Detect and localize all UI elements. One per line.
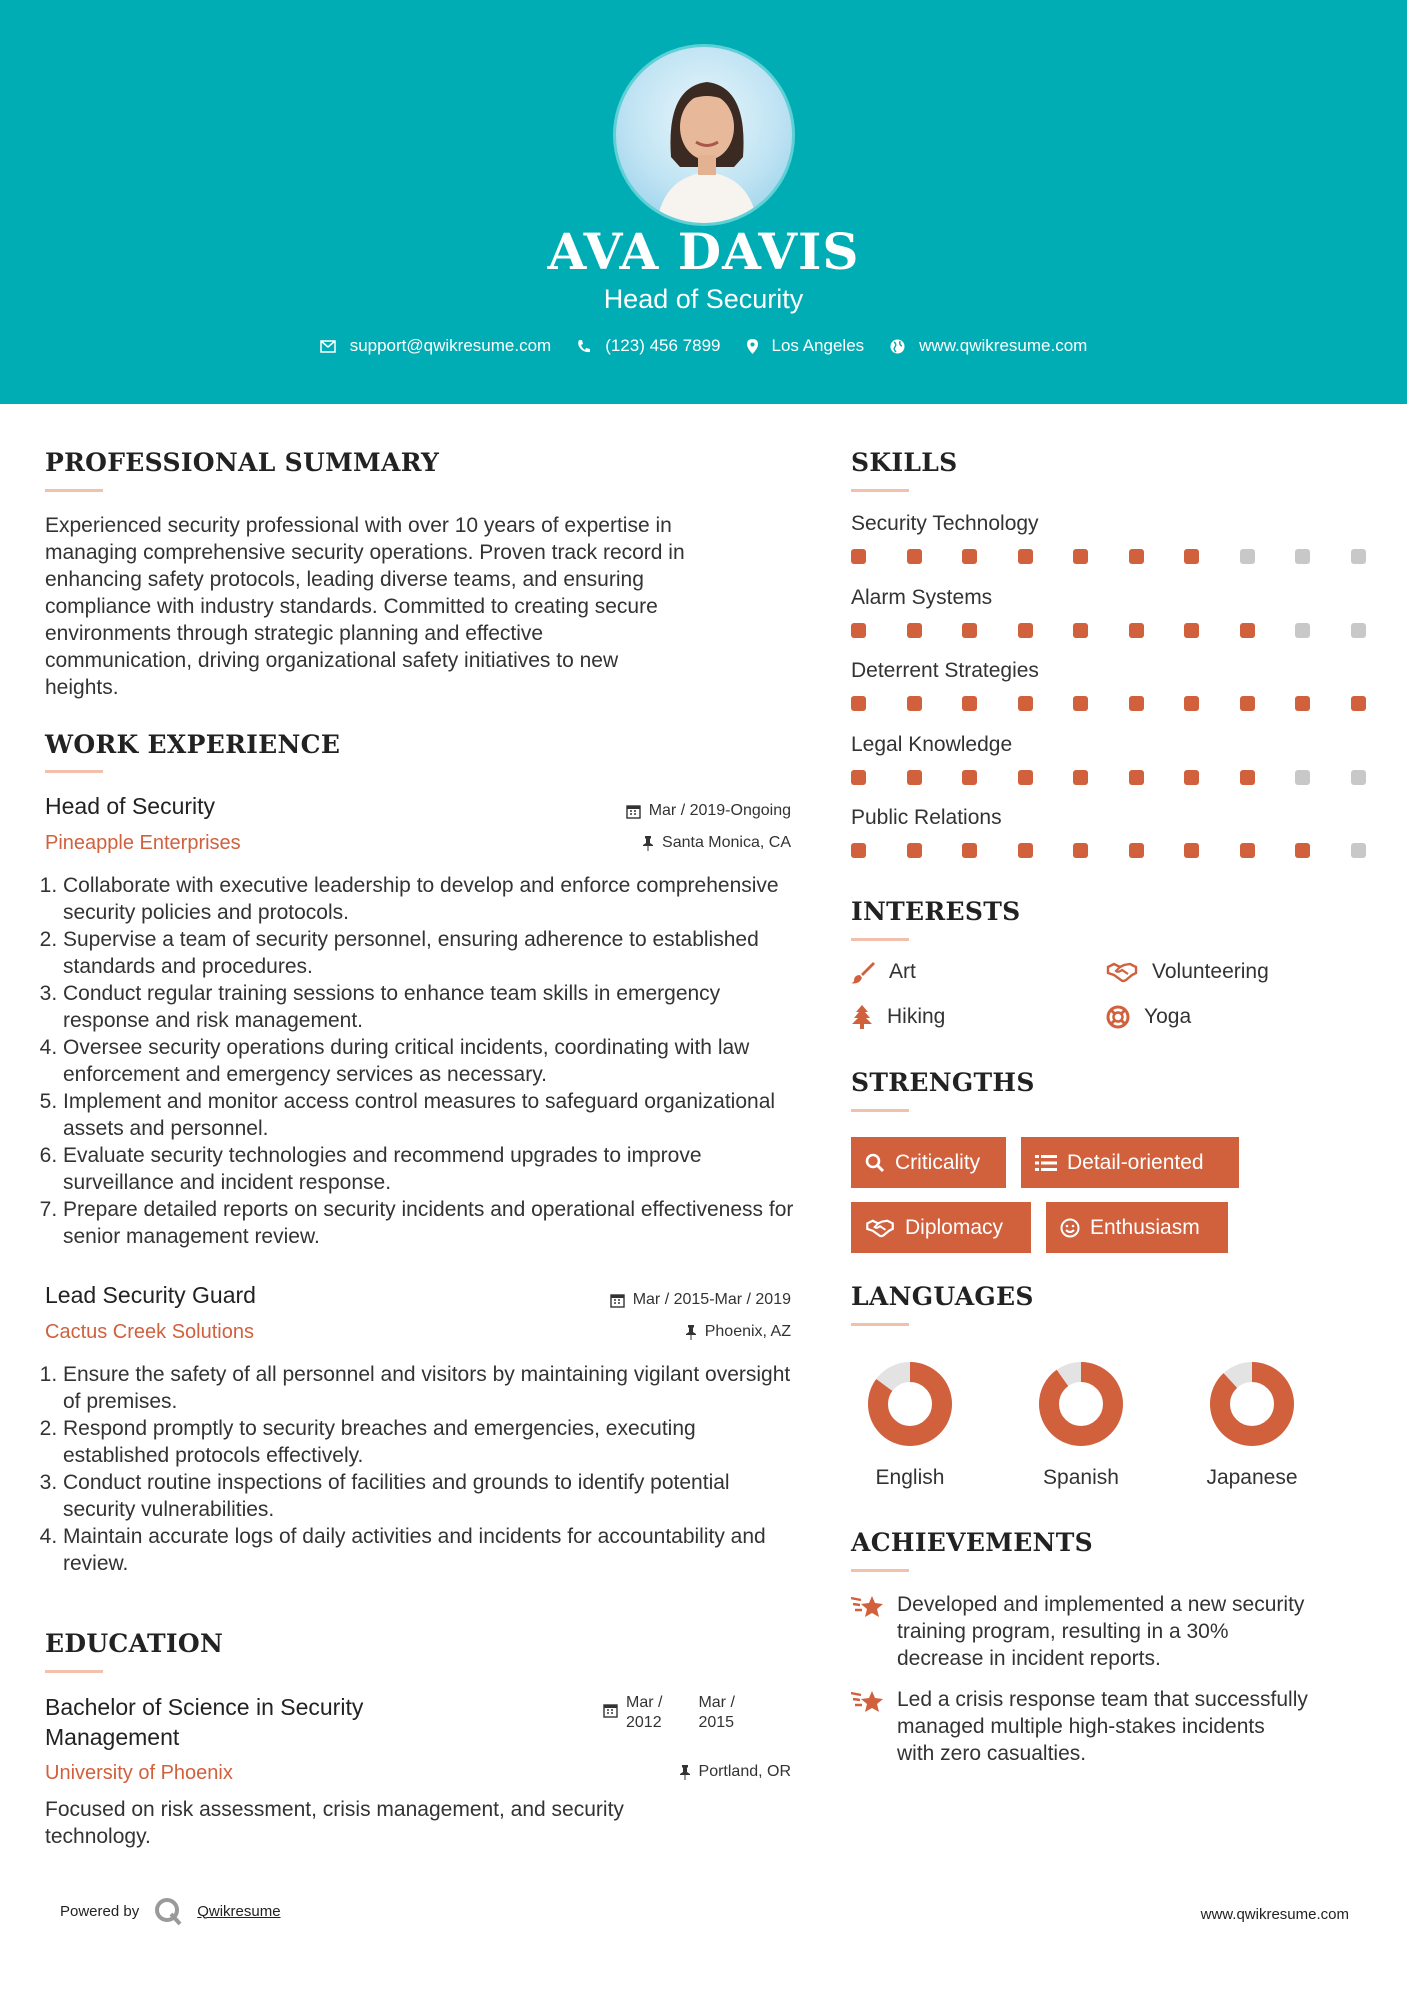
education-location: [679, 1763, 791, 1781]
education-underline: [45, 1670, 103, 1673]
job-location-text: Santa Monica, CA: [662, 834, 791, 851]
company-2: Cactus Creek Solutions: [45, 1321, 254, 1343]
globe-icon: [890, 339, 905, 354]
duty-item: 2. Respond promptly to security breaches and emergencies, executing established protocols effectively.: [63, 1415, 805, 1469]
strength-label: Criticality: [895, 1150, 981, 1174]
duty-item: 4. Maintain accurate logs of daily activities and incidents for accountability and review.: [63, 1523, 805, 1577]
education-heading: EDUCATION: [45, 1629, 224, 1658]
job-location-text: Phoenix, AZ: [704, 1323, 791, 1340]
skill-dot-filled: [851, 623, 866, 638]
interest-label: Yoga: [1144, 1005, 1192, 1028]
strength-enthusiasm: [1046, 1202, 1228, 1253]
duty-item: 3. Conduct routine inspections of facilities and grounds to identify potential security vulnerabilities.: [63, 1469, 805, 1523]
degree-line: Management: [45, 1724, 180, 1750]
summary-line: managing comprehensive security operations. Proven track record in: [45, 541, 685, 564]
avatar: [613, 44, 795, 226]
interests-heading: INTERESTS: [851, 897, 1021, 926]
skill-dot-filled: [851, 843, 866, 858]
education-description: [45, 1796, 805, 1850]
skill-rating: [851, 623, 1406, 638]
skill-dot-filled: [907, 770, 922, 785]
skill-dot-filled: [1073, 623, 1088, 638]
skill-dot-filled: [962, 549, 977, 564]
achievement-item-1: [851, 1591, 1304, 1672]
duty-item: 1. Collaborate with executive leadership to develop and enforce comprehensive security policies and protocols.: [63, 872, 805, 926]
skill-dot-filled: [1073, 770, 1088, 785]
skill-dot-filled: [962, 623, 977, 638]
footer-powered-by: [60, 1896, 281, 1926]
paintbrush-icon: [851, 960, 875, 984]
envelope-icon: [320, 340, 336, 353]
end-year: 2015: [698, 1714, 735, 1731]
skill-dot-filled: [1184, 623, 1199, 638]
skill-dot-empty: [1351, 843, 1366, 858]
skill-dot-filled: [962, 843, 977, 858]
end-month: Mar /: [698, 1694, 735, 1711]
languages-heading: LANGUAGES: [851, 1282, 1034, 1311]
skill-dot-filled: [1295, 696, 1310, 711]
strength-diplomacy: [851, 1202, 1031, 1253]
smile-icon: [1060, 1218, 1080, 1238]
language-donut: [865, 1359, 955, 1449]
skill-dot-empty: [1295, 549, 1310, 564]
interest-art: [851, 960, 916, 984]
job-duties-1: [45, 872, 805, 1250]
language-donut-fill: [1220, 1372, 1284, 1436]
strengths-heading: STRENGTHS: [851, 1068, 1035, 1097]
interest-label: Volunteering: [1152, 960, 1269, 983]
skill-dot-filled: [851, 770, 866, 785]
summary-line: compliance with industry standards. Committed to creating secure: [45, 595, 658, 618]
map-pin-icon: [747, 339, 758, 354]
education-end: [698, 1693, 734, 1733]
skill-dot-filled: [1129, 623, 1144, 638]
email-text: support@qwikresume.com: [349, 336, 552, 355]
list-icon: [1035, 1154, 1057, 1172]
job-location-2: [685, 1323, 791, 1341]
summary-heading: PROFESSIONAL SUMMARY: [45, 448, 440, 477]
company-1: Pineapple Enterprises: [45, 832, 241, 854]
search-icon: [865, 1153, 885, 1173]
handshake-icon: [865, 1218, 895, 1238]
skill-dot-filled: [1351, 696, 1366, 711]
description-line: Focused on risk assessment, crisis management, and security: [45, 1798, 624, 1821]
duty-item: 3. Conduct regular training sessions to enhance team skills in emergency response and risk management.: [63, 980, 805, 1034]
education-dates: [603, 1693, 735, 1733]
skill-dot-filled: [962, 770, 977, 785]
summary-line: environments through strategic planning and effective: [45, 622, 544, 645]
skill-dot-empty: [1240, 549, 1255, 564]
skill-label: Legal Knowledge: [851, 732, 1013, 756]
skill-dot-filled: [1129, 696, 1144, 711]
contact-website[interactable]: [890, 336, 1087, 356]
skill-rating: [851, 770, 1406, 785]
strength-detail-oriented: [1021, 1137, 1239, 1188]
start-month: Mar /: [626, 1694, 663, 1711]
skill-dot-filled: [1073, 549, 1088, 564]
strength-label: Enthusiasm: [1090, 1215, 1200, 1239]
skill-dot-filled: [1240, 696, 1255, 711]
phone-icon: [577, 339, 591, 354]
calendar-icon: [610, 1293, 625, 1308]
summary-line: communication, driving organizational safety initiatives to new: [45, 649, 619, 672]
achievement-text: [897, 1591, 1304, 1672]
languages-underline: [851, 1323, 909, 1326]
skill-dot-filled: [1073, 696, 1088, 711]
achievement-line: with zero casualties.: [897, 1742, 1087, 1765]
skill-dot-empty: [1351, 770, 1366, 785]
achievement-line: decrease in incident reports.: [897, 1647, 1161, 1670]
interest-volunteering: [1106, 960, 1269, 984]
candidate-name: AVA DAVIS: [547, 222, 860, 281]
skill-dot-empty: [1295, 623, 1310, 638]
contact-location: [747, 336, 865, 356]
skill-label: Security Technology: [851, 512, 1039, 535]
skill-dot-filled: [1184, 770, 1199, 785]
job-title-1: Head of Security: [45, 793, 216, 819]
skill-dot-filled: [1018, 770, 1033, 785]
language-label: English: [875, 1466, 945, 1489]
degree-title: [45, 1692, 363, 1752]
education-start: [626, 1693, 662, 1733]
interest-hiking: [851, 1005, 945, 1029]
skill-label: Alarm Systems: [851, 585, 993, 609]
skill-dot-filled: [1184, 549, 1199, 564]
education-location-text: Portland, OR: [698, 1763, 791, 1780]
duty-item: 2. Supervise a team of security personnel, ensuring adherence to established standards and procedures.: [63, 926, 805, 980]
skill-dot-filled: [1240, 623, 1255, 638]
phone-text: (123) 456 7899: [605, 336, 721, 355]
brand-link[interactable]: Qwikresume: [197, 1902, 281, 1920]
skill-dot-filled: [851, 696, 866, 711]
calendar-icon: [626, 804, 641, 819]
skill-label: Deterrent Strategies: [851, 659, 1039, 682]
summary-text: [45, 512, 805, 701]
experience-underline: [45, 770, 103, 773]
skill-label: Public Relations: [851, 806, 1002, 829]
job-date-1: [626, 802, 791, 820]
strength-label: Detail-oriented: [1067, 1150, 1204, 1174]
skill-dot-filled: [907, 623, 922, 638]
experience-heading: WORK EXPERIENCE: [45, 730, 341, 759]
skill-dot-filled: [1240, 843, 1255, 858]
degree-line: Bachelor of Science in Security: [45, 1694, 364, 1720]
pushpin-icon: [685, 1325, 697, 1340]
header-banner: [0, 0, 1407, 404]
skill-dot-filled: [1129, 843, 1144, 858]
achievement-item-2: [851, 1686, 1308, 1767]
skill-dot-filled: [1129, 770, 1144, 785]
summary-underline: [45, 489, 103, 492]
job-date-text: Mar / 2015-Mar / 2019: [632, 1291, 791, 1308]
pushpin-icon: [679, 1765, 691, 1780]
contact-email[interactable]: [320, 336, 552, 356]
summary-line: heights.: [45, 676, 119, 699]
language-donut-fill: [1049, 1372, 1113, 1436]
job-location-1: [642, 834, 791, 852]
achievements-heading: ACHIEVEMENTS: [851, 1528, 1093, 1557]
shooting-star-icon: [851, 1593, 885, 1621]
achievement-line: Developed and implemented a new security: [897, 1593, 1305, 1616]
skill-dot-filled: [907, 696, 922, 711]
job-title-2: Lead Security Guard: [45, 1282, 256, 1308]
language-donut: [1036, 1359, 1126, 1449]
skills-heading: SKILLS: [851, 448, 958, 477]
skill-rating: [851, 549, 1406, 564]
skill-rating: [851, 843, 1406, 858]
shooting-star-icon: [851, 1688, 885, 1716]
achievement-line: training program, resulting in a 30%: [897, 1620, 1229, 1643]
duty-item: 5. Implement and monitor access control measures to safeguard organizational assets and personnel.: [63, 1088, 805, 1142]
duty-item: 4. Oversee security operations during critical incidents, coordinating with law enforcement and emergency services as necessary.: [63, 1034, 805, 1088]
tree-icon: [851, 1005, 873, 1029]
job-date-text: Mar / 2019-Ongoing: [648, 802, 791, 819]
skill-dot-filled: [1184, 696, 1199, 711]
skill-dot-filled: [1018, 549, 1033, 564]
language-label: Japanese: [1206, 1466, 1298, 1489]
website-text: www.qwikresume.com: [919, 336, 1088, 355]
language-donut: [1207, 1359, 1297, 1449]
description-line: technology.: [45, 1825, 151, 1848]
candidate-title: Head of Security: [603, 284, 804, 314]
duty-item: 1. Ensure the safety of all personnel and visitors by maintaining vigilant oversight of premises.: [63, 1361, 805, 1415]
pushpin-icon: [642, 836, 654, 851]
skill-dot-filled: [962, 696, 977, 711]
calendar-icon: [603, 1703, 618, 1718]
skill-dot-filled: [1018, 623, 1033, 638]
skill-dot-filled: [907, 549, 922, 564]
job-date-2: [610, 1291, 791, 1309]
achievement-text: [897, 1686, 1308, 1767]
lifebuoy-icon: [1106, 1005, 1130, 1029]
powered-by-text: Powered by: [60, 1902, 140, 1920]
strength-label: Diplomacy: [905, 1215, 1004, 1239]
skill-dot-filled: [1018, 843, 1033, 858]
achievements-underline: [851, 1569, 909, 1572]
interest-label: Hiking: [887, 1005, 946, 1028]
skill-dot-filled: [1240, 770, 1255, 785]
skill-dot-filled: [907, 843, 922, 858]
school-name: University of Phoenix: [45, 1762, 233, 1784]
duty-item: 6. Evaluate security technologies and recommend upgrades to improve surveillance and incident response.: [63, 1142, 805, 1196]
achievement-line: managed multiple high-stakes incidents: [897, 1715, 1265, 1738]
skill-dot-filled: [1129, 549, 1144, 564]
interest-label: Art: [889, 960, 916, 983]
skill-dot-empty: [1351, 549, 1366, 564]
contact-phone[interactable]: [577, 336, 720, 356]
summary-line: Experienced security professional with over 10 years of expertise in: [45, 514, 672, 537]
strengths-underline: [851, 1109, 909, 1112]
job-duties-2: [45, 1361, 805, 1577]
location-text: Los Angeles: [771, 336, 865, 355]
skill-dot-filled: [1184, 843, 1199, 858]
achievement-line: Led a crisis response team that successfully: [897, 1688, 1308, 1711]
summary-line: enhancing safety protocols, leading diverse teams, and ensuring: [45, 568, 644, 591]
interests-underline: [851, 938, 909, 941]
strength-criticality: [851, 1137, 1006, 1188]
skill-dot-filled: [1073, 843, 1088, 858]
handshake-icon: [1106, 961, 1138, 983]
interest-yoga: [1106, 1005, 1191, 1029]
contact-bar: [0, 336, 1407, 356]
skill-rating: [851, 696, 1406, 711]
skill-dot-empty: [1295, 770, 1310, 785]
language-label: Spanish: [1043, 1466, 1119, 1489]
duty-item: 7. Prepare detailed reports on security incidents and operational effectiveness for senior management review.: [63, 1196, 805, 1250]
skill-dot-filled: [1018, 696, 1033, 711]
qwikresume-logo-icon: [153, 1896, 183, 1926]
footer-website[interactable]: www.qwikresume.com: [1200, 1906, 1349, 1923]
skills-underline: [851, 489, 909, 492]
skill-dot-filled: [851, 549, 866, 564]
skill-dot-empty: [1351, 623, 1366, 638]
start-year: 2012: [626, 1714, 662, 1731]
skill-dot-filled: [1295, 843, 1310, 858]
